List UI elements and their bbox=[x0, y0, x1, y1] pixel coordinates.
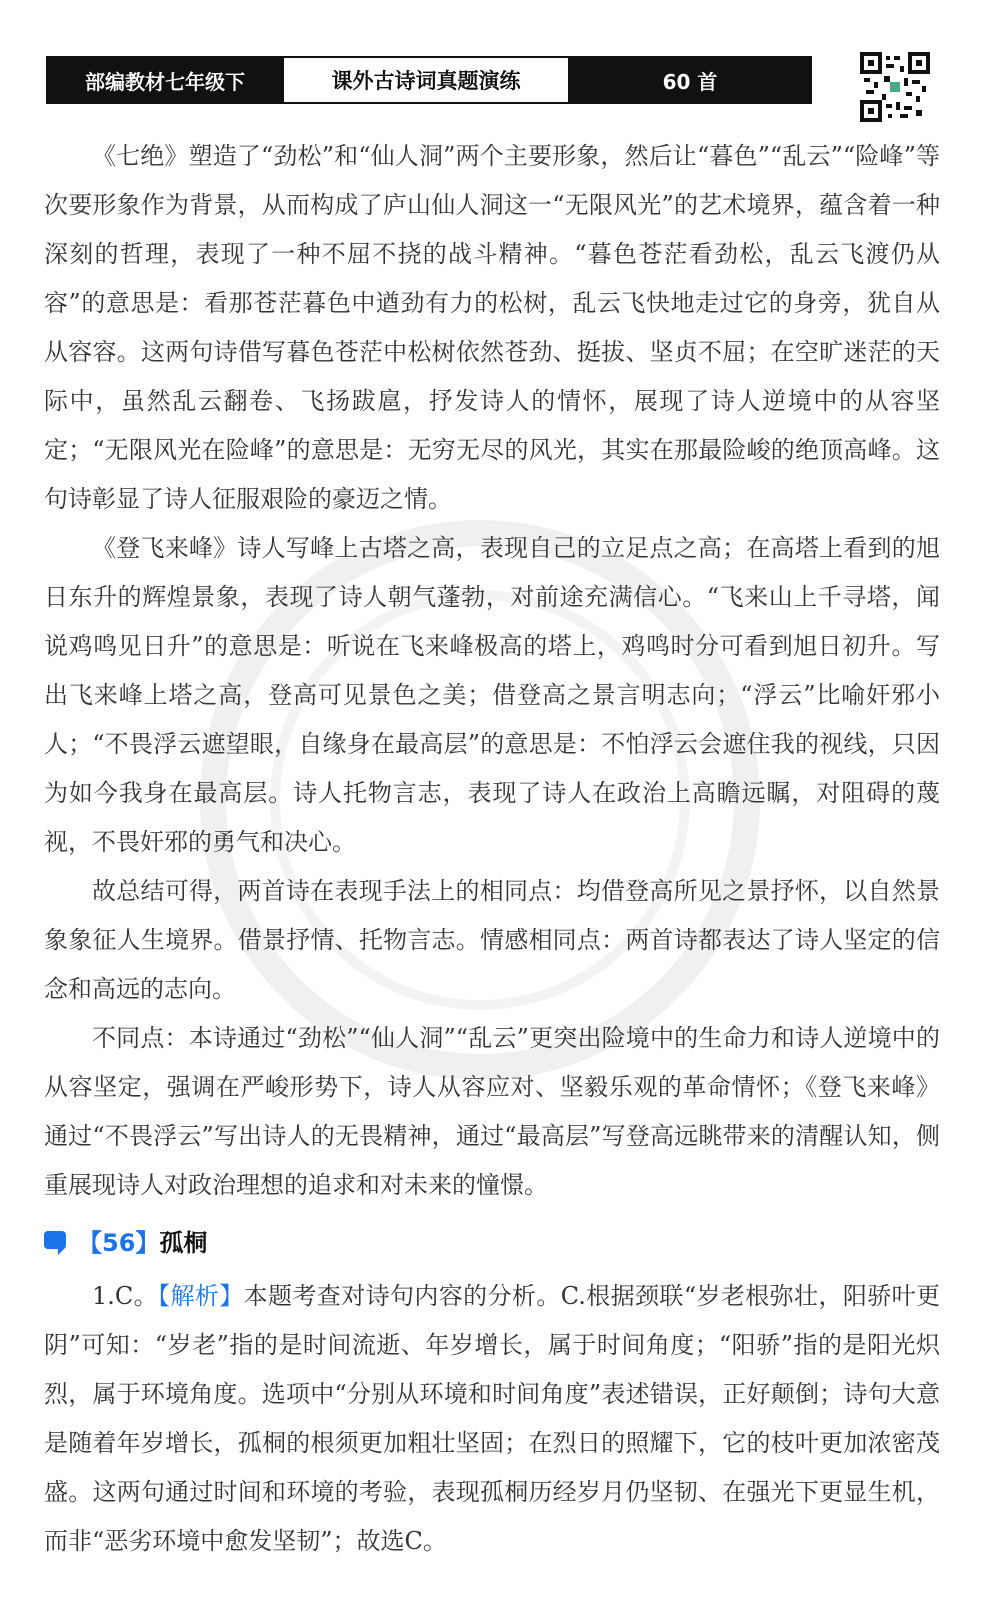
answer-paragraph bbox=[44, 1272, 940, 1566]
paragraph-differences: 不同点：本诗通过“劲松”“仙人洞”“乱云”更突出险境中的生命力和诗人逆境中的从容坚定，强调在严峻形势下，诗人从容应对、坚毅乐观的革命情怀；《登飞来峰》通过“不畏浮云”写出诗人的无畏精神，通过“最高层”写登高远眺带来的清醒认知，侧重展现诗人对政治理想的追求和对未来的憧憬。 bbox=[44, 1024, 940, 1199]
paragraph-dengfeilaifeng-analysis: 《登飞来峰》诗人写峰上古塔之高，表现自己的立足点之高；在高塔上看到的旭日东升的辉煌景象，表现了诗人朝气蓬勃，对前途充满信心。“飞来山上千寻塔，闻说鸡鸣见日升”的意思是：听说在飞来峰极高的塔上，鸡鸣时分可看到旭日初升。写出飞来峰上塔之高，登高可见景色之美；借登高之景言明志向；“浮云”比喻奸邪小人；“不畏浮云遮望眼，自缘身在最高层”的意思是：不怕浮云会遮住我的视线，只因为如今我身在最高层。诗人托物言志，表现了诗人在政治上高瞻远瞩，对阻碍的蔑视，不畏奸邪的勇气和决心。 bbox=[44, 534, 940, 856]
paragraph-qijue-analysis: 《七绝》塑造了“劲松”和“仙人洞”两个主要形象，然后让“暮色”“乱云”“险峰”等次要形象作为背景，从而构成了庐山仙人洞这一“无限风光”的艺术境界，蕴含着一种深刻的哲理，表现了一种不屈不挠的战斗精神。“暮色苍茫看劲松，乱云飞渡仍从容”的意思是：看那苍茫暮色中遒劲有力的松树，乱云飞快地走过它的身旁，犹自从从容容。这两句诗借写暮色苍茫中松树依然苍劲、挺拔、坚贞不屈；在空旷迷茫的天际中，虽然乱云翻卷、飞扬跋扈，抒发诗人的情怀，展现了诗人逆境中的从容坚定；“无限风光在险峰”的意思是：无穷无尽的风光，其实在那最险峻的绝顶高峰。这句诗彰显了诗人征服艰险的豪迈之情。 bbox=[44, 142, 940, 513]
header-count: 60 首 bbox=[570, 58, 810, 102]
paragraph-similarities: 故总结可得，两首诗在表现手法上的相同点：均借登高所见之景抒怀，以自然景象象征人生境界。借景抒情、托物言志。情感相同点：两首诗都表达了诗人坚定的信念和高远的志向。 bbox=[44, 877, 940, 1003]
answer-prefix: 1.C。 bbox=[92, 1282, 159, 1310]
chat-bubble-icon bbox=[44, 1231, 68, 1255]
header-grade-label: 部编教材七年级下 bbox=[48, 58, 282, 102]
analysis-tag: 【解析】 bbox=[158, 1282, 244, 1310]
section-heading bbox=[44, 1214, 940, 1272]
qr-code-icon bbox=[860, 52, 930, 122]
answer-text: 本题考查对诗句内容的分析。C.根据颈联“岁老根弥壮，阳骄叶更阴”可知：“岁老”指的是时间流逝、年岁增长，属于时间角度；“阳骄”指的是阳光炽烈，属于环境角度。选项中“分别从环境和时间角度”表述错误，正好颠倒；诗句大意是随着年岁增长，孤桐的根须更加粗壮坚固；在烈日的照耀下，它的枝叶更加浓密茂盛。这两句通过时间和环境的考验，表现孤桐历经岁月仍坚韧、在强光下更显生机，而非“恶劣环境中愈发坚韧”；故选C。 bbox=[44, 1282, 941, 1555]
section-number: 【56】 bbox=[78, 1228, 160, 1257]
header-title: 课外古诗词真题演练 bbox=[282, 58, 570, 102]
page-body bbox=[44, 132, 940, 1566]
page-header bbox=[46, 56, 812, 104]
section-title: 孤桐 bbox=[159, 1228, 208, 1257]
